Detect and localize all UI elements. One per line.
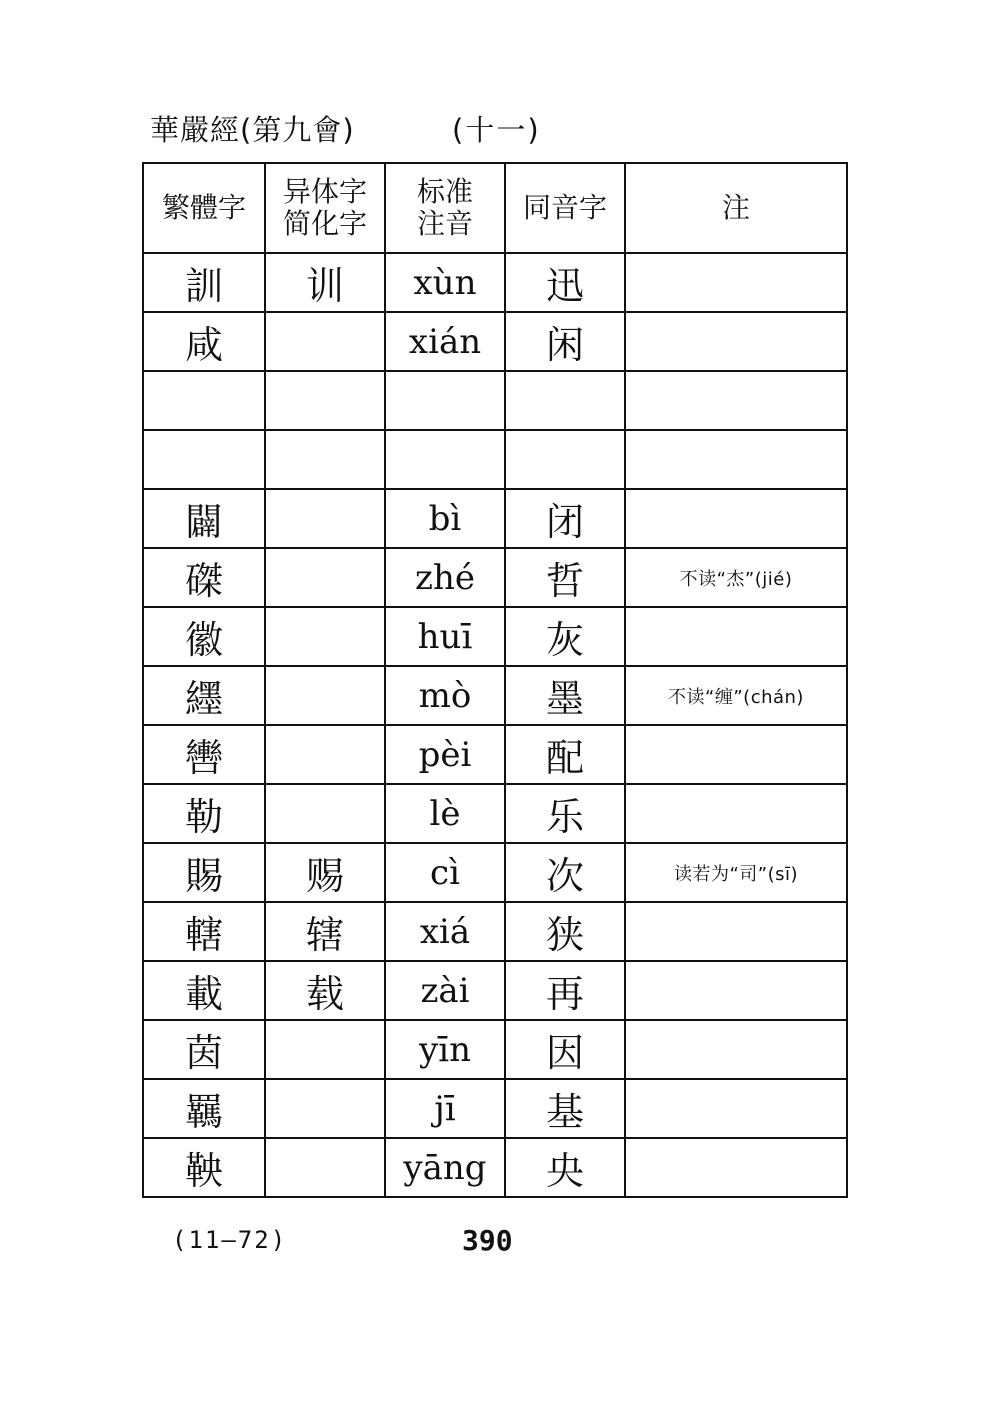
table-row (143, 548, 847, 607)
note-cell (625, 725, 847, 784)
pinyin-cell: jī (385, 1079, 505, 1138)
footer-code: (11—72) (172, 1226, 288, 1254)
note-cell (625, 489, 847, 548)
pinyin-cell: cì (385, 843, 505, 902)
header-variant: 异体字 简化字 (265, 163, 385, 253)
pinyin-cell: xiá (385, 902, 505, 961)
variant-char-cell (265, 1020, 385, 1079)
homophone-cell: 配 (505, 725, 625, 784)
variant-char-cell: 载 (265, 961, 385, 1020)
traditional-char-cell: 勒 (143, 784, 265, 843)
page-header (150, 108, 850, 148)
table-row (143, 253, 847, 312)
table-row (143, 430, 847, 489)
variant-char-cell (265, 489, 385, 548)
traditional-char-cell: 載 (143, 961, 265, 1020)
traditional-char-cell: 闢 (143, 489, 265, 548)
homophone-cell: 闭 (505, 489, 625, 548)
table-row (143, 1079, 847, 1138)
pinyin-cell: mò (385, 666, 505, 725)
note-cell (625, 1079, 847, 1138)
variant-char-cell: 辖 (265, 902, 385, 961)
traditional-char-cell (143, 430, 265, 489)
homophone-cell: 墨 (505, 666, 625, 725)
pinyin-cell: lè (385, 784, 505, 843)
section-number: (十一) (452, 113, 541, 147)
traditional-char-cell: 茵 (143, 1020, 265, 1079)
homophone-cell: 乐 (505, 784, 625, 843)
note-cell: 不读“杰”(jié) (625, 548, 847, 607)
table-row (143, 371, 847, 430)
traditional-char-cell (143, 371, 265, 430)
table-row (143, 784, 847, 843)
pinyin-cell: xùn (385, 253, 505, 312)
note-cell (625, 371, 847, 430)
header-homophone: 同音字 (505, 163, 625, 253)
traditional-char-cell: 磔 (143, 548, 265, 607)
note-cell (625, 430, 847, 489)
homophone-cell: 迅 (505, 253, 625, 312)
variant-char-cell (265, 312, 385, 371)
homophone-cell (505, 430, 625, 489)
table-row (143, 902, 847, 961)
pinyin-cell: zài (385, 961, 505, 1020)
variant-char-cell (265, 784, 385, 843)
variant-char-cell (265, 1079, 385, 1138)
variant-char-cell (265, 430, 385, 489)
note-cell (625, 961, 847, 1020)
pinyin-cell: pèi (385, 725, 505, 784)
table-row (143, 1020, 847, 1079)
pinyin-cell: xián (385, 312, 505, 371)
homophone-cell: 灰 (505, 607, 625, 666)
traditional-char-cell: 徽 (143, 607, 265, 666)
traditional-char-cell: 纆 (143, 666, 265, 725)
traditional-char-cell: 訓 (143, 253, 265, 312)
table-row (143, 666, 847, 725)
traditional-char-cell: 鞅 (143, 1138, 265, 1197)
pinyin-cell: yāng (385, 1138, 505, 1197)
variant-char-cell (265, 1138, 385, 1197)
page-title: 華嚴經(第九會) (150, 113, 355, 147)
table-row (143, 961, 847, 1020)
pinyin-cell: huī (385, 607, 505, 666)
homophone-cell: 次 (505, 843, 625, 902)
pinyin-cell (385, 430, 505, 489)
homophone-cell: 狭 (505, 902, 625, 961)
variant-char-cell: 训 (265, 253, 385, 312)
pinyin-cell (385, 371, 505, 430)
header-note: 注 (625, 163, 847, 253)
homophone-cell: 哲 (505, 548, 625, 607)
note-cell (625, 1020, 847, 1079)
note-cell (625, 1138, 847, 1197)
pinyin-cell: yīn (385, 1020, 505, 1079)
homophone-cell: 央 (505, 1138, 625, 1197)
note-cell (625, 253, 847, 312)
variant-char-cell (265, 548, 385, 607)
traditional-char-cell: 賜 (143, 843, 265, 902)
variant-char-cell: 赐 (265, 843, 385, 902)
table-row (143, 489, 847, 548)
homophone-cell: 闲 (505, 312, 625, 371)
header-traditional: 繁體字 (143, 163, 265, 253)
character-table (142, 162, 848, 1198)
header-pinyin: 标准 注音 (385, 163, 505, 253)
traditional-char-cell: 轡 (143, 725, 265, 784)
pinyin-cell: bì (385, 489, 505, 548)
variant-char-cell (265, 607, 385, 666)
variant-char-cell (265, 371, 385, 430)
note-cell: 不读“缠”(chán) (625, 666, 847, 725)
table-row (143, 843, 847, 902)
table-row (143, 725, 847, 784)
pinyin-cell: zhé (385, 548, 505, 607)
page-number: 390 (462, 1224, 513, 1257)
homophone-cell: 再 (505, 961, 625, 1020)
traditional-char-cell: 咸 (143, 312, 265, 371)
variant-char-cell (265, 725, 385, 784)
note-cell (625, 607, 847, 666)
table-row (143, 1138, 847, 1197)
variant-char-cell (265, 666, 385, 725)
table-row (143, 607, 847, 666)
note-cell (625, 784, 847, 843)
homophone-cell: 基 (505, 1079, 625, 1138)
traditional-char-cell: 羈 (143, 1079, 265, 1138)
note-cell: 读若为“司”(sī) (625, 843, 847, 902)
homophone-cell: 因 (505, 1020, 625, 1079)
homophone-cell (505, 371, 625, 430)
table-header-row (143, 163, 847, 253)
note-cell (625, 902, 847, 961)
note-cell (625, 312, 847, 371)
table-row (143, 312, 847, 371)
traditional-char-cell: 轄 (143, 902, 265, 961)
